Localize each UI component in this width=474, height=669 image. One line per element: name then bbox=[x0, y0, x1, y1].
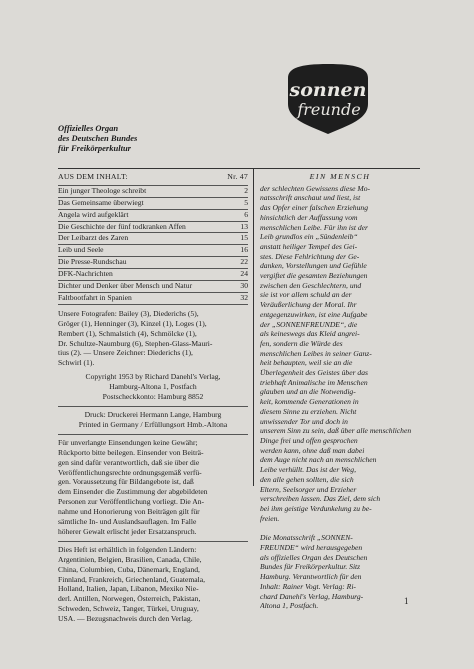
toc-item-title: Die Presse-Rundschau bbox=[58, 257, 127, 267]
notice-line: gen. Voraussetzung für Bildangebote ist, daß bbox=[58, 477, 194, 487]
org-line: für Freikörperkultur bbox=[58, 143, 131, 153]
toc-item bbox=[58, 256, 248, 268]
copyright-notice bbox=[58, 372, 248, 402]
page-number: 1 bbox=[404, 596, 409, 606]
essay-line: den alle gehen sollten, die sich bbox=[260, 474, 354, 484]
essay-line: das Opfer einer falschen Erziehung bbox=[260, 203, 368, 213]
essay-line: menschlichen Leibe. Für ihn ist der bbox=[260, 222, 368, 232]
photographer-credits bbox=[58, 309, 248, 368]
toc-item-page: 15 bbox=[240, 233, 248, 243]
essay-line: danken, Vorstellungen und Gefühle bbox=[260, 261, 367, 271]
toc-item bbox=[58, 209, 248, 221]
toc-item-title: Dichter und Denker über Mensch und Natur bbox=[58, 281, 193, 291]
essay-line: unwissender Tor und doch in bbox=[260, 416, 348, 426]
toc-item-page: 22 bbox=[240, 257, 248, 267]
credit-line: Rembert (1), Schmalstich (4), Schmölcke (1), bbox=[58, 328, 197, 338]
publisher-line: FREUNDE“ wird herausgegeben bbox=[260, 543, 363, 553]
toc-item-page: 6 bbox=[244, 209, 248, 219]
publisher-line: als offizielles Organ des Deutschen bbox=[260, 552, 368, 562]
publisher-line: Die Monatsschrift „SONNEN- bbox=[260, 533, 353, 543]
notice-line: dem Einsender die Zustimmung der abgebildeten bbox=[58, 487, 208, 497]
top-rule bbox=[58, 168, 420, 169]
printer-line: Printed in Germany / Erfüllungsort Hmb.-Altona bbox=[78, 419, 228, 429]
credit-line: Schwirl (1). bbox=[58, 358, 95, 368]
toc-heading: AUS DEM INHALT: bbox=[58, 172, 128, 181]
logo-badge bbox=[280, 60, 376, 136]
sonnenfreunde-logo bbox=[280, 60, 376, 136]
essay-line: heit behaupten, weil sie an die bbox=[260, 358, 353, 368]
toc-item bbox=[58, 280, 248, 292]
notice-line: Veröffentlichungsrechte ordnungsgemäß verfü- bbox=[58, 467, 202, 477]
organization-statement bbox=[58, 123, 218, 153]
essay-line: zwischen den Geschlechtern, und bbox=[260, 280, 362, 290]
essay-line: unserem Sinn zu sein, daß über alle menschlichen bbox=[260, 426, 412, 436]
essay-line: der „SONNENFREUNDE“, die bbox=[260, 319, 358, 329]
right-column bbox=[260, 172, 420, 611]
credit-line: Dr. Schultze-Naumburg (6), Stephen-Glass-Mauri- bbox=[58, 338, 213, 348]
toc-item bbox=[58, 292, 248, 305]
essay-line: diesem Sinne zu erziehen. Nicht bbox=[260, 406, 357, 416]
essay-line: triebhaft Animalische im Menschen bbox=[260, 377, 368, 387]
issue-number: Nr. 47 bbox=[227, 172, 248, 181]
column-divider bbox=[253, 168, 254, 486]
essay-line: als keineswegs das Kleid angrei- bbox=[260, 329, 360, 339]
credit-line: Unsere Fotografen: Bailey (3), Diederichs (5), bbox=[58, 308, 199, 318]
countries-line: Dies Heft ist erhältlich in folgenden Ländern: bbox=[58, 544, 197, 554]
notice-line: höherer Gewalt erlischt jeder Ersatzanspruch. bbox=[58, 526, 197, 536]
countries-line: USA. — Bezugsnachweis durch den Verlag. bbox=[58, 614, 193, 624]
table-of-contents bbox=[58, 185, 248, 305]
toc-item bbox=[58, 185, 248, 197]
toc-item-page: 5 bbox=[244, 197, 248, 207]
essay-line: Dinge frei und offen gesprochen bbox=[260, 435, 358, 445]
copyright-line: Postscheckkonto: Hamburg 8852 bbox=[102, 392, 204, 402]
toc-item-title: Der Leibarzt des Zaren bbox=[58, 233, 129, 243]
essay-text bbox=[260, 184, 420, 524]
essay-line: bei ihm geistige Verdunkelung zu be- bbox=[260, 503, 372, 513]
printer-info bbox=[58, 410, 248, 430]
essay-line: werden kann, ohne daß man dabei bbox=[260, 445, 365, 455]
notice-line: nahme und Honorierung von Beiträgen gilt für bbox=[58, 507, 200, 517]
essay-title: EIN MENSCH bbox=[309, 172, 371, 181]
printer-line: Druck: Druckerei Hermann Lange, Hamburg bbox=[84, 409, 222, 419]
countries-line: derl. Antillen, Norwegen, Österreich, Pakistan, bbox=[58, 594, 201, 604]
notice-line: gen sind dafür verantwortlich, daß sie über die bbox=[58, 457, 200, 467]
publisher-line: Bundes für Freikörperkultur. Sitz bbox=[260, 562, 361, 572]
toc-item-page: 13 bbox=[240, 221, 248, 231]
credit-line: tius (2). — Unsere Zeichner: Diederichs (1), bbox=[58, 348, 193, 358]
essay-line: verschreiben lassen. Das Ziel, dem sich bbox=[260, 494, 381, 504]
toc-item bbox=[58, 232, 248, 244]
essay-line: hinsichtlich der Auffassung vom bbox=[260, 212, 358, 222]
countries-line: China, Columbien, Cuba, Dänemark, England, bbox=[58, 564, 200, 574]
essay-line: glauben und an die Notwendig- bbox=[260, 387, 356, 397]
org-line: des Deutschen Bundes bbox=[58, 133, 138, 143]
publisher-line: chard Danehl's Verlag, Hamburg- bbox=[260, 591, 364, 601]
essay-line: Überlegenheit des Geistes über das bbox=[260, 368, 368, 378]
notice-line: Personen zur Veröffentlichung vorliegt. Die An- bbox=[58, 497, 205, 507]
publisher-line: Hamburg. Verantwortlich für den bbox=[260, 572, 362, 582]
essay-line: vergiftet die gesamten Beziehungen bbox=[260, 271, 368, 281]
toc-item-title: Angela wird aufgeklärt bbox=[58, 209, 129, 219]
copyright-line: Copyright 1953 by Richard Danehl's Verlag, bbox=[85, 372, 221, 382]
toc-item-page: 24 bbox=[240, 269, 248, 279]
notice-line: Für unverlangte Einsendungen keine Gewähr; bbox=[58, 437, 198, 447]
availability-countries bbox=[58, 545, 248, 624]
credit-line: Gröger (1), Henninger (3), Kinzel (1), Loges (1), bbox=[58, 318, 207, 328]
essay-line: keit, kommende Generationen in bbox=[260, 397, 359, 407]
essay-line: dem Auge nicht nach an menschlichen bbox=[260, 455, 377, 465]
toc-item-title: Die Geschichte der fünf todkranken Affen bbox=[58, 221, 186, 231]
divider bbox=[58, 406, 248, 407]
essay-line: Leib grundlos ein „Sündenleib“ bbox=[260, 232, 358, 242]
publisher-line: Inhalt: Rainer Vogt. Verlag: Ri- bbox=[260, 581, 356, 591]
toc-item-title: Ein junger Theologe schreibt bbox=[58, 185, 147, 195]
essay-line: entgegenzuwirken, ist eine Aufgabe bbox=[260, 309, 368, 319]
submission-notice bbox=[58, 438, 248, 537]
publisher-note bbox=[260, 533, 420, 611]
countries-line: Argentinien, Belgien, Brasilien, Canada, Chile, bbox=[58, 554, 202, 564]
toc-item bbox=[58, 268, 248, 280]
toc-item-title: Leib und Seele bbox=[58, 245, 104, 255]
toc-item-title: Faltbootfahrt in Spanien bbox=[58, 292, 132, 302]
essay-line: stes. Diese Fehlrichtung der Ge- bbox=[260, 251, 360, 261]
countries-line: Holland, Italien, Japan, Libanon, Mexiko Nie- bbox=[58, 584, 199, 594]
essay-line: sie ist vor allem schuld an der bbox=[260, 290, 352, 300]
countries-line: Finnland, Frankreich, Griechenland, Guatemala, bbox=[58, 574, 205, 584]
toc-item-page: 32 bbox=[240, 292, 248, 302]
toc-item bbox=[58, 221, 248, 233]
toc-item-page: 2 bbox=[244, 185, 248, 195]
essay-line: anstatt heiliger Tempel des Gei- bbox=[260, 241, 358, 251]
toc-item-title: DFK-Nachrichten bbox=[58, 269, 113, 279]
essay-line: der schlechten Gewissens diese Mo- bbox=[260, 183, 371, 193]
logo-line-2: freunde bbox=[297, 100, 361, 119]
essay-line: natsschrift anschaut und liest, ist bbox=[260, 193, 361, 203]
notice-line: Rückporto bitte beilegen. Einsender von Beiträ- bbox=[58, 447, 204, 457]
divider bbox=[58, 541, 248, 542]
countries-line: Schweden, Schweiz, Tanger, Türkei, Uruguay, bbox=[58, 604, 199, 614]
toc-header bbox=[58, 172, 248, 182]
divider bbox=[58, 434, 248, 435]
left-column bbox=[58, 172, 248, 624]
essay-line: freien. bbox=[260, 513, 280, 523]
publisher-line: Altona 1, Postfach. bbox=[260, 601, 319, 611]
toc-item bbox=[58, 197, 248, 209]
notice-line: sämtliche In- und Auslandsauflagen. Im Falle bbox=[58, 517, 197, 527]
logo-line-1: sonnen bbox=[289, 79, 367, 101]
toc-item-title: Das Gemeinsame überwiegt bbox=[58, 197, 144, 207]
toc-item bbox=[58, 244, 248, 256]
essay-line: menschlichen Leibes in seiner Ganz- bbox=[260, 348, 372, 358]
essay-line: Veräußerlichung der Moral. Ihr bbox=[260, 300, 357, 310]
toc-item-page: 30 bbox=[240, 281, 248, 291]
essay-line: Leibe verhüllt. Das ist der Weg, bbox=[260, 465, 356, 475]
toc-item-page: 16 bbox=[240, 245, 248, 255]
org-line: Offizielles Organ bbox=[58, 123, 119, 133]
copyright-line: Hamburg-Altona 1, Postfach bbox=[109, 382, 197, 392]
essay-line: Eltern, Seelsorger und Erzieher bbox=[260, 484, 357, 494]
essay-line: fen, sondern die Würde des bbox=[260, 338, 343, 348]
